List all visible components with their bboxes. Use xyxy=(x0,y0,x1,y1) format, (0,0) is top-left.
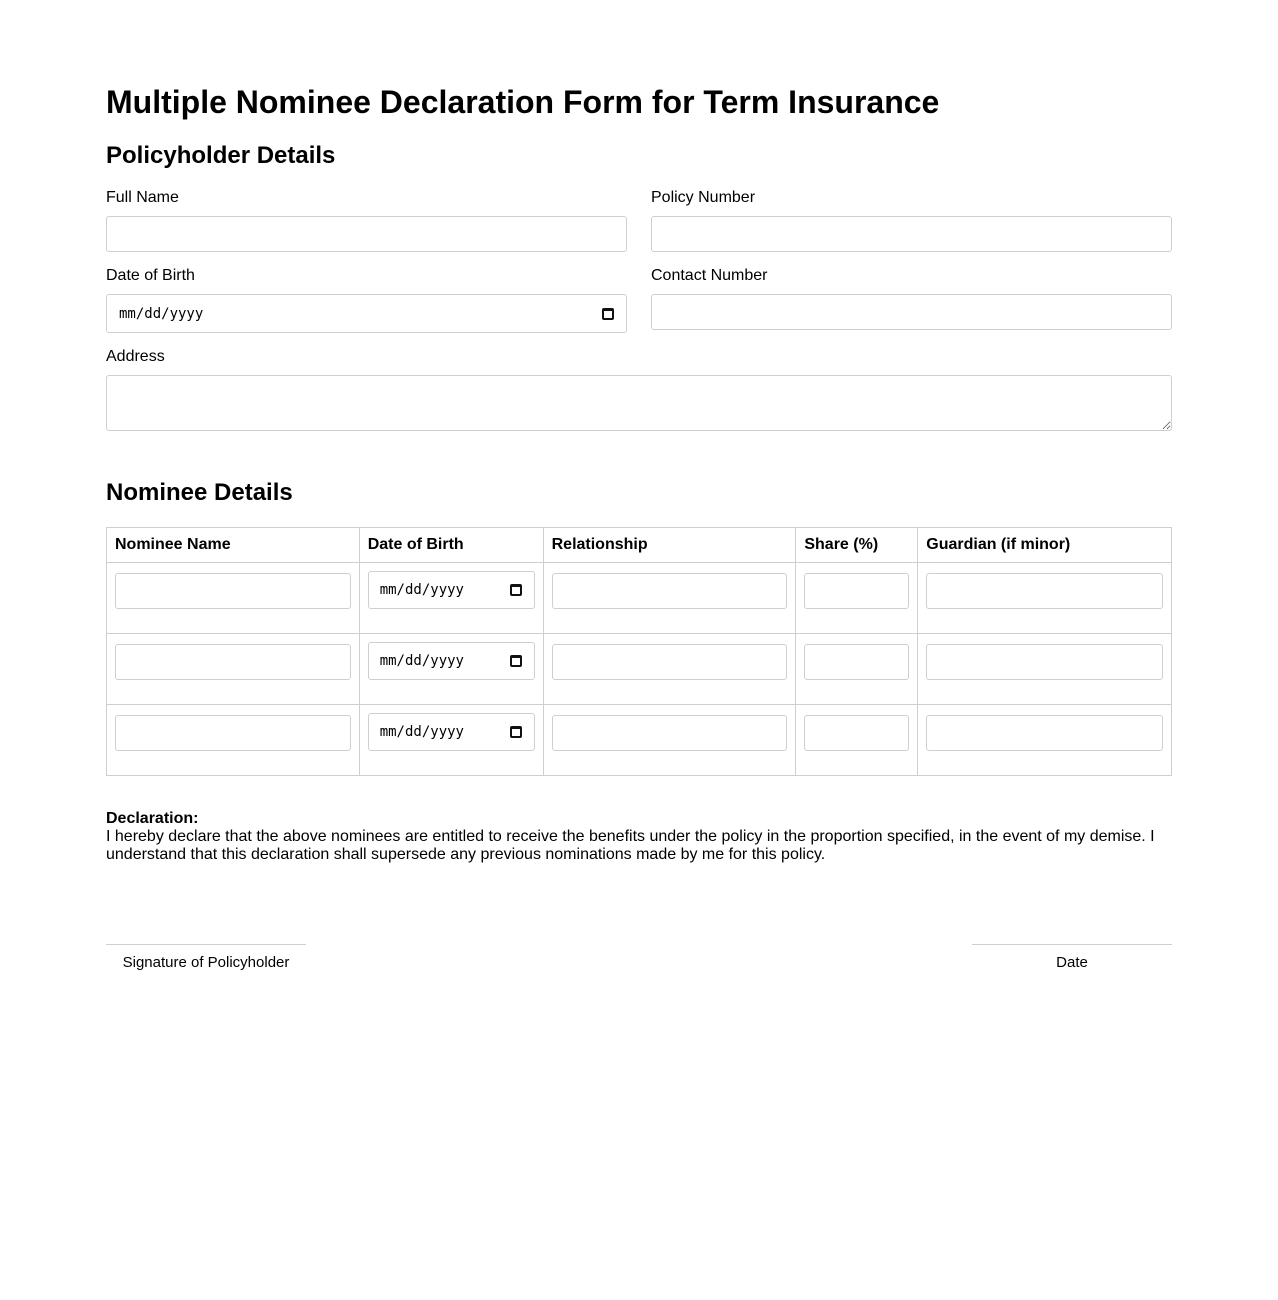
address-textarea[interactable] xyxy=(106,375,1172,431)
declaration-section xyxy=(106,810,1172,864)
calendar-icon[interactable] xyxy=(602,308,614,320)
nominee-name-input[interactable] xyxy=(115,573,351,609)
share-input[interactable] xyxy=(804,644,909,680)
share-input[interactable] xyxy=(804,715,909,751)
calendar-icon[interactable] xyxy=(510,584,522,596)
calendar-icon[interactable] xyxy=(510,655,522,667)
policy-number-label: Policy Number xyxy=(651,189,756,206)
column-header: Date of Birth xyxy=(359,528,543,563)
date-placeholder: mm/dd/yyyy xyxy=(379,724,464,740)
dob-input[interactable] xyxy=(106,294,627,333)
table-header-row xyxy=(107,528,1172,563)
date-placeholder: mm/dd/yyyy xyxy=(379,653,464,669)
column-header: Nominee Name xyxy=(107,528,360,563)
relationship-input[interactable] xyxy=(552,573,788,609)
column-header: Share (%) xyxy=(796,528,918,563)
column-header: Relationship xyxy=(543,528,796,563)
page-title: Multiple Nominee Declaration Form for Term Insurance xyxy=(106,84,940,120)
declaration-heading: Declaration: xyxy=(106,810,199,827)
share-input[interactable] xyxy=(804,573,909,609)
declaration-text: I hereby declare that the above nominees are entitled to receive the benefits under the policy in the proportion specified, in the event of my demise. I understand that this declaration shall supersede any previous nominations made by me for this policy. xyxy=(106,828,1155,863)
nominee-name-input[interactable] xyxy=(115,644,351,680)
table-row xyxy=(107,634,1172,705)
nominee-name-input[interactable] xyxy=(115,715,351,751)
dob-placeholder: mm/dd/yyyy xyxy=(119,305,204,322)
date-placeholder: mm/dd/yyyy xyxy=(379,582,464,598)
signature-policyholder-line: Signature of Policyholder xyxy=(106,944,306,971)
nominee-heading: Nominee Details xyxy=(106,479,293,506)
dob-label: Date of Birth xyxy=(106,267,195,284)
guardian-input[interactable] xyxy=(926,715,1163,751)
calendar-icon[interactable] xyxy=(510,726,522,738)
policy-number-input[interactable] xyxy=(651,216,1172,252)
column-header: Guardian (if minor) xyxy=(918,528,1172,563)
nominee-dob-input[interactable] xyxy=(368,713,535,751)
policyholder-heading: Policyholder Details xyxy=(106,142,336,169)
nominee-dob-input[interactable] xyxy=(368,642,535,680)
table-row xyxy=(107,563,1172,634)
full-name-input[interactable] xyxy=(106,216,627,252)
contact-number-label: Contact Number xyxy=(651,267,768,284)
nominee-dob-input[interactable] xyxy=(368,571,535,609)
signature-date-line: Date xyxy=(972,944,1172,971)
guardian-input[interactable] xyxy=(926,573,1163,609)
relationship-input[interactable] xyxy=(552,715,788,751)
contact-number-input[interactable] xyxy=(651,294,1172,330)
full-name-label: Full Name xyxy=(106,189,179,206)
guardian-input[interactable] xyxy=(926,644,1163,680)
address-label: Address xyxy=(106,348,165,365)
table-row xyxy=(107,705,1172,776)
relationship-input[interactable] xyxy=(552,644,788,680)
nominee-table xyxy=(106,527,1172,776)
